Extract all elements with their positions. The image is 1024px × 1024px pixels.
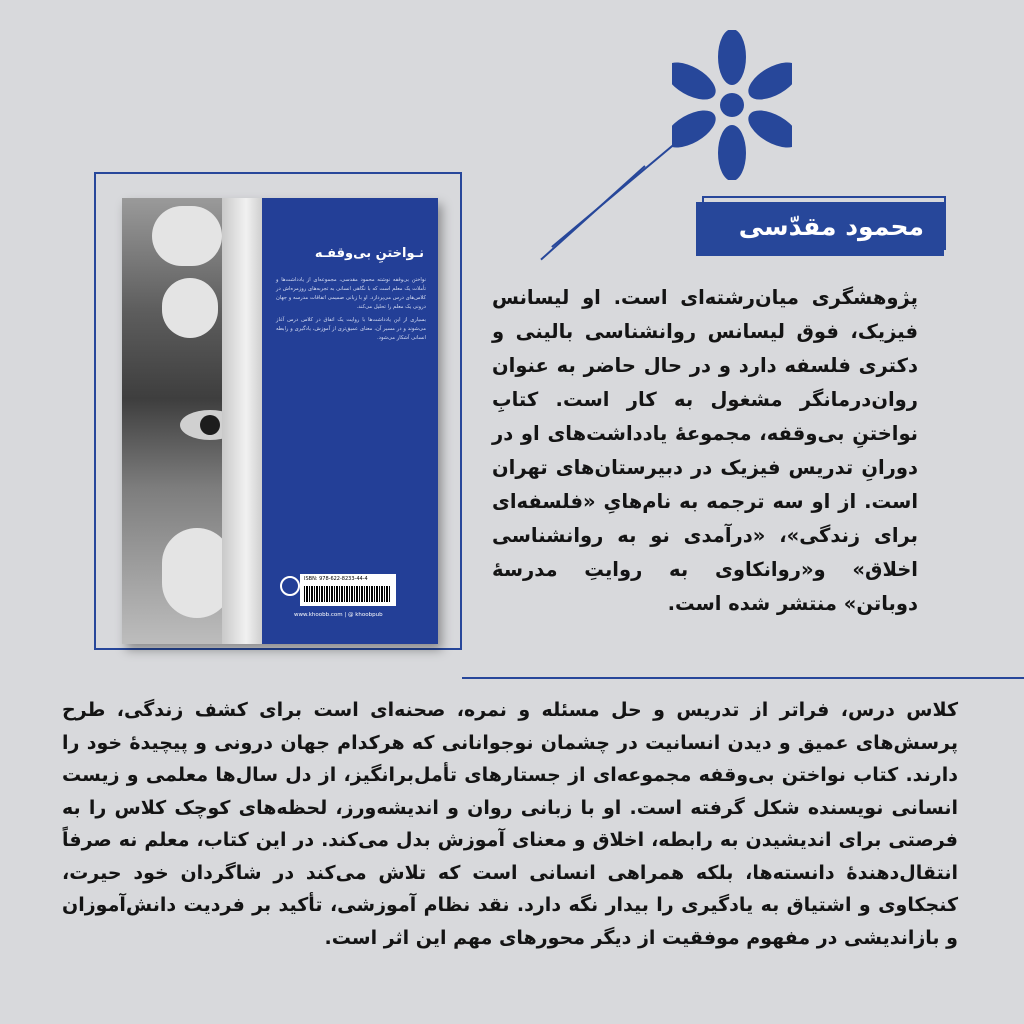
book-cover bbox=[122, 198, 438, 644]
asterisk-icon bbox=[672, 30, 792, 180]
hand-shape bbox=[162, 278, 218, 338]
book-title: نـواختنِ بی‌وقفـه bbox=[314, 246, 424, 261]
book-back-paragraph: نواختن بی‌وقفه نوشته محمود مقدسی، مجموعه‌ای از یادداشت‌ها و تأملات یک معلم است که با نگاهی انسانی به تجربه‌های روزمره‌اش در کلاس‌های درس می‌پردازد. او با زبانی صمیمی اتفاقات مدرسه و جهان درونی یک معلم را تحلیل می‌کند. bbox=[276, 277, 426, 310]
publisher-website: www.khoobb.com | @ khoobpub bbox=[294, 612, 383, 618]
door-edge bbox=[222, 198, 262, 644]
separator-line bbox=[462, 677, 1024, 679]
book-cover-photo bbox=[122, 198, 262, 644]
book-back-paragraph: بسیاری از این یادداشت‌ها با روایت یک اتفاق در کلاس درس آغاز می‌شوند و در مسیر آن، معنای عمیق‌تری از آموزش، یادگیری و رابطه انسانی آشکار می‌شود. bbox=[276, 317, 426, 341]
barcode-bars bbox=[304, 586, 390, 602]
book-back-text bbox=[276, 276, 426, 347]
decorative-line bbox=[540, 165, 645, 260]
author-bio: پژوهشگری میان‌رشته‌ای است. او لیسانس فیزیک، فوق لیسانس روانشناسی بالینی و دکتری فلسفه دارد و در حال حاضر به عنوان روان‌درمانگر مشغول به کار است. کتابِ نواختنِ بی‌وقفه، مجموعهٔ یادداشت‌های او در دورانِ تدریس فیزیک در دبیرستان‌های تهران است. از او سه ترجمه به نام‌هایِ «فلسفه‌ای برای زندگی»، «درآمدی نو به روانشناسی اخلاق» و«روانکاوی به روایتِ مدرسهٔ دوباتن» منتشر شده است. bbox=[492, 286, 918, 615]
isbn-text: ISBN: 978-622-8233-44-4 bbox=[304, 576, 368, 582]
hand-shape bbox=[152, 206, 222, 266]
barcode bbox=[300, 574, 396, 606]
book-back-panel bbox=[262, 198, 438, 644]
publisher-logo-icon bbox=[280, 576, 300, 596]
book-description: کلاس درس، فراتر از تدریس و حل مسئله و نمره، صحنه‌ای است برای کشف زندگی، طرح پرسش‌های عمیق و دیدن انسانیت در چشمان نوجوانانی که هرکدام جهان درونی و پیچیدهٔ خود را دارند. کتاب نواختن بی‌وقفه مجموعه‌ای از جستارهای تأمل‌برانگیز، از دل سال‌ها معلمی و زیست انسانی نویسنده شکل گرفته است. او با زبانی روان و اندیشه‌ورز، لحظه‌های کوچک کلاس را به فرصتی برای اندیشیدن به رابطه، اخلاق و معنای آموزش بدل می‌کند. در این کتاب، معلم نه صرفاً انتقال‌دهندهٔ دانسته‌ها، بلکه همراهی انسانی است که تلاش می‌کند در شاگردان خود حیرت، کنجکاوی و اشتیاق به یادگیری را بیدار نگه دارد. نقد نظام آموزشی، تأکید بر فردیت دانش‌آموزان و بازاندیشی در مفهوم موفقیت از دیگر محورهای مهم این اثر است. bbox=[62, 699, 958, 949]
author-name: محمود مقدّسی bbox=[738, 212, 924, 241]
